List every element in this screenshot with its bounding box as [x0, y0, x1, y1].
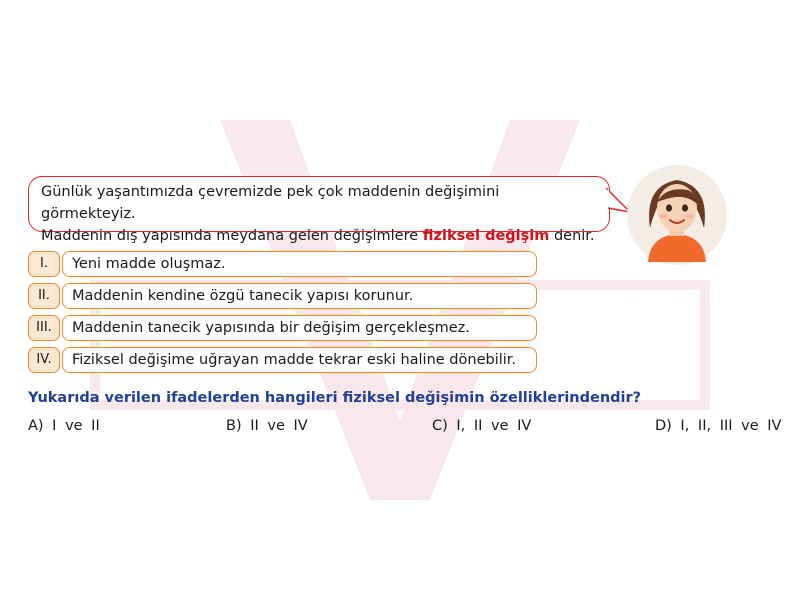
statement-text: Fiziksel değişime uğrayan madde tekrar eski haline dönebilir. — [62, 347, 537, 373]
highlight-term: fiziksel değişim — [422, 228, 550, 244]
option-b[interactable]: B) II ve IV — [226, 418, 308, 434]
statement-number: I. — [28, 251, 60, 277]
option-a[interactable]: A) I ve II — [28, 418, 100, 434]
statement-text: Maddenin tanecik yapısında bir değişim gerçekleşmez. — [62, 315, 537, 341]
speech-bubble — [28, 176, 610, 244]
statement-number: III. — [28, 315, 60, 341]
statement-number: II. — [28, 283, 60, 309]
intro-line-2: Maddenin dış yapısında meydana gelen değişimlere fiziksel değişim denir. — [41, 228, 595, 244]
option-c[interactable]: C) I, II ve IV — [432, 418, 532, 434]
teacher-avatar — [626, 164, 728, 266]
question-text: Yukarıda verilen ifadelerden hangileri fiziksel değişimin özelliklerindendir? — [28, 390, 642, 406]
statement-text: Yeni madde oluşmaz. — [62, 251, 537, 277]
intro-line-1: Günlük yaşantımızda çevremizde pek çok maddenin değişimini görmekteyiz. — [41, 184, 500, 222]
option-d[interactable]: D) I, II, III ve IV — [655, 418, 782, 434]
statement-text: Maddenin kendine özgü tanecik yapısı korunur. — [62, 283, 537, 309]
statement-number: IV. — [28, 347, 60, 373]
